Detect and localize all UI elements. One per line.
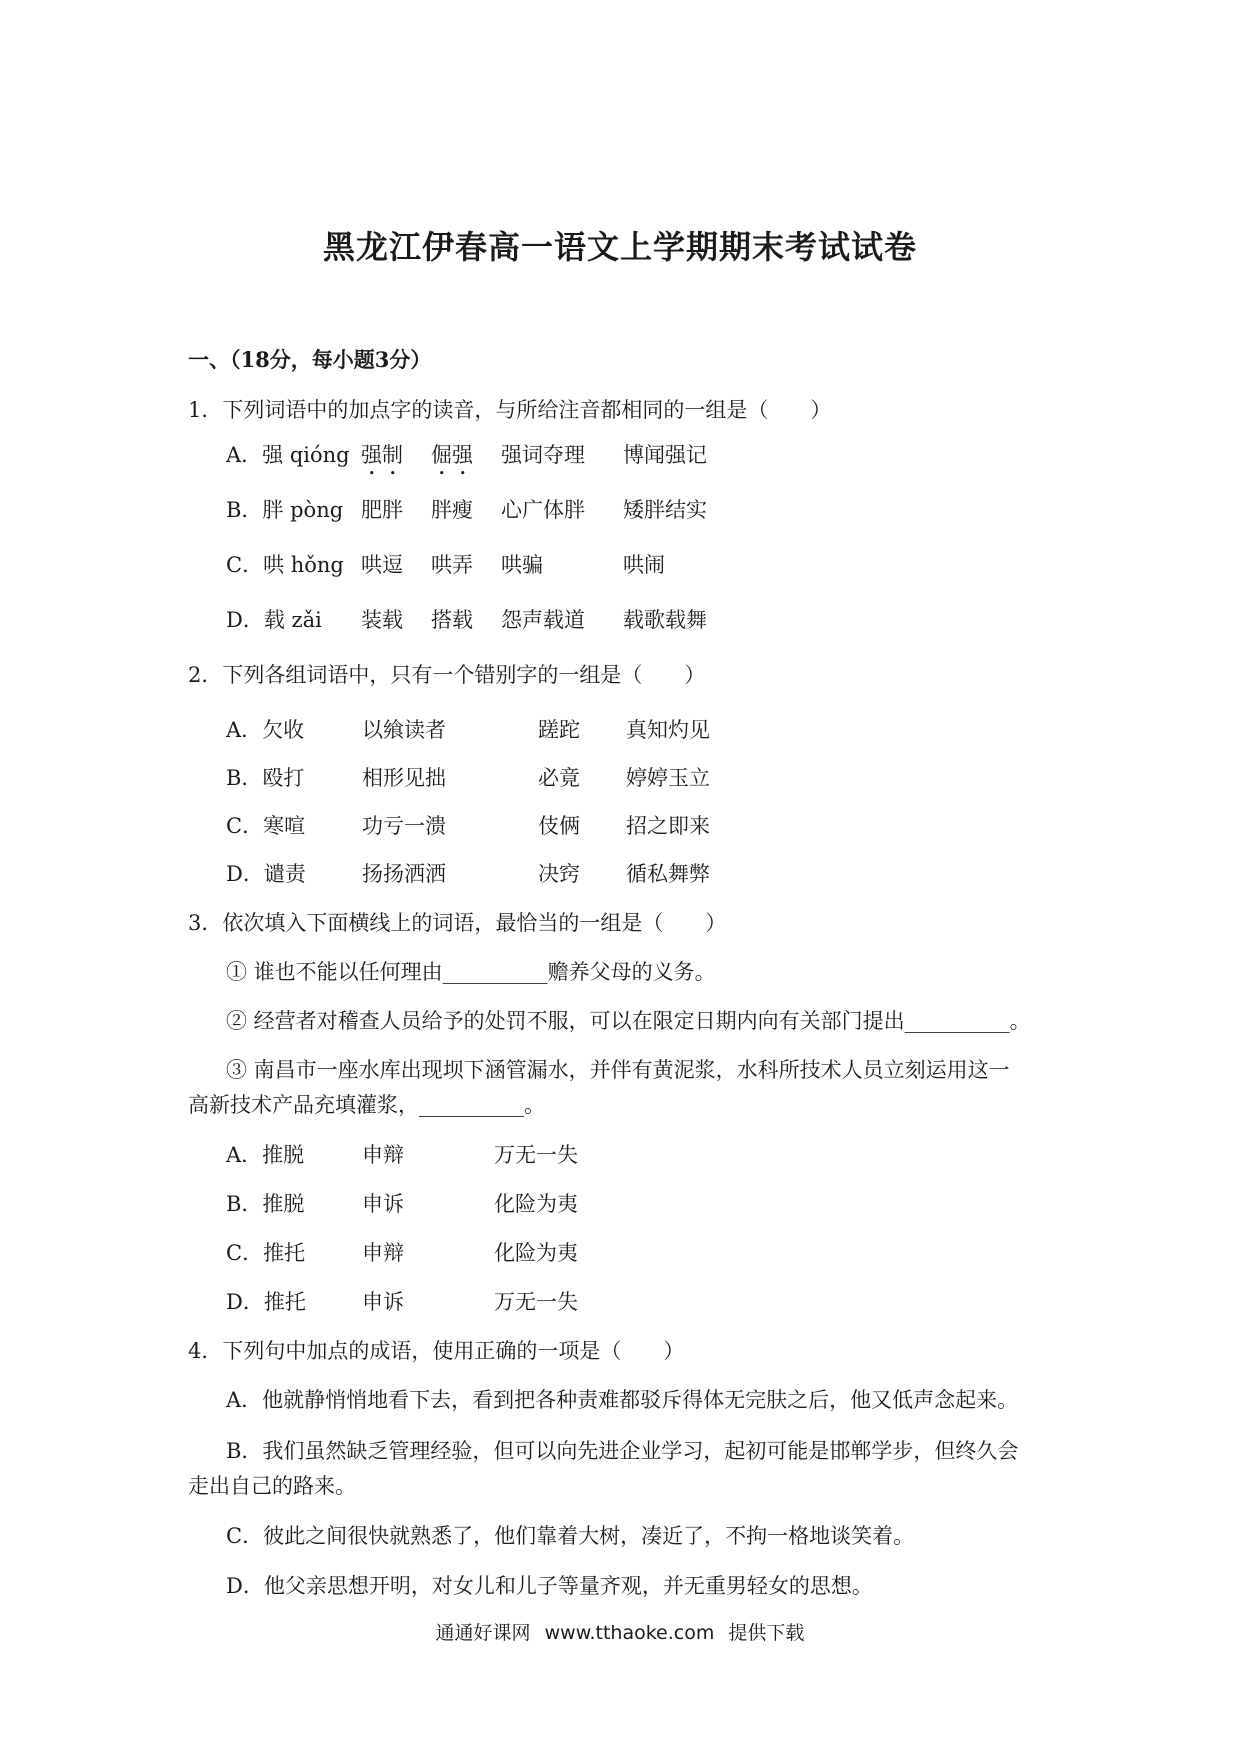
question-4-option-c: C．彼此之间很快就熟悉了，他们靠着大树，凑近了，不拘一格地谈笑着。 xyxy=(226,1524,915,1548)
option-word: 强制 xyxy=(361,443,403,467)
question-3-sentence-3-continued: 高新技术产品充填灌浆，__________。 xyxy=(188,1093,545,1117)
option-word: 哄弄 xyxy=(431,553,473,577)
option-label: B．殴打 xyxy=(226,766,305,790)
question-4-option-d: D．他父亲思想开明，对女儿和儿子等量齐观，并无重男轻女的思想。 xyxy=(226,1574,873,1598)
option-word: 申诉 xyxy=(362,1192,404,1216)
option-word: 哄骗 xyxy=(501,553,543,577)
option-word: 矮胖结实 xyxy=(623,498,707,522)
option-word: 怨声载道 xyxy=(501,608,585,632)
option-word: 申辩 xyxy=(362,1143,404,1167)
question-3-option-b xyxy=(226,1189,578,1219)
option-word: 真知灼见 xyxy=(626,718,710,742)
option-label: D．载 zǎi xyxy=(226,608,322,632)
option-word: 功亏一溃 xyxy=(362,814,446,838)
option-word: 载歌载舞 xyxy=(623,608,707,632)
option-word: 博闻强记 xyxy=(623,443,707,467)
option-word: 哄闹 xyxy=(623,553,665,577)
footer-site-name: 通通好课网 xyxy=(435,1622,531,1644)
option-label: D．谴责 xyxy=(226,862,306,886)
question-3-sentence-2: ② 经营者对稽查人员给予的处罚不服，可以在限定日期内向有关部门提出__________。 xyxy=(226,1009,1031,1033)
option-label: A．欠收 xyxy=(226,718,305,742)
page-footer xyxy=(0,1618,1240,1645)
option-label: B．推脱 xyxy=(226,1192,305,1216)
option-word: 扬扬洒洒 xyxy=(362,862,446,886)
question-3-sentence-1: ① 谁也不能以任何理由__________赡养父母的义务。 xyxy=(226,960,716,984)
footer-url: www.tthaoke.com xyxy=(544,1622,715,1644)
question-3-stem: 3．依次填入下面横线上的词语，最恰当的一组是（ ） xyxy=(188,911,727,935)
option-label: C．推托 xyxy=(226,1241,306,1265)
option-word: 伎俩 xyxy=(538,814,580,838)
question-3-option-d xyxy=(226,1287,578,1317)
question-2-stem: 2．下列各组词语中，只有一个错别字的一组是（ ） xyxy=(188,663,706,687)
question-4-stem: 4．下列句中加点的成语，使用正确的一项是（ ） xyxy=(188,1339,685,1363)
option-word: 万无一失 xyxy=(494,1143,578,1167)
page-title: 黑龙江伊春高一语文上学期期末考试试卷 xyxy=(322,228,917,266)
option-word: 决窍 xyxy=(538,862,580,886)
option-label: D．推托 xyxy=(226,1290,306,1314)
question-2-option-a xyxy=(226,715,710,745)
question-3-option-a xyxy=(226,1140,578,1170)
question-1-option-b xyxy=(226,495,707,525)
option-word: 循私舞弊 xyxy=(626,862,710,886)
question-4-option-b: B．我们虽然缺乏管理经验，但可以向先进企业学习，起初可能是邯郸学步，但终久会 xyxy=(226,1439,1019,1463)
option-label: C．寒喧 xyxy=(226,814,306,838)
question-2-option-c xyxy=(226,811,710,841)
option-word: 化险为夷 xyxy=(494,1192,578,1216)
option-word: 强词夺理 xyxy=(501,443,585,467)
option-word: 哄逗 xyxy=(361,553,403,577)
option-word: 肥胖 xyxy=(361,498,403,522)
question-1-stem: 1．下列词语中的加点字的读音，与所给注音都相同的一组是（ ） xyxy=(188,398,832,422)
question-2-option-d xyxy=(226,859,710,889)
option-word: 心广体胖 xyxy=(501,498,585,522)
question-4-option-a: A．他就静悄悄地看下去，看到把各种责难都驳斥得体无完肤之后，他又低声念起来。 xyxy=(226,1388,1019,1412)
option-word: 必竟 xyxy=(538,766,580,790)
option-label: A．推脱 xyxy=(226,1143,305,1167)
question-1-option-c xyxy=(226,550,665,580)
option-word: 申辩 xyxy=(362,1241,404,1265)
option-word: 搭载 xyxy=(431,608,473,632)
option-word: 蹉跎 xyxy=(538,718,580,742)
option-word: 倔强 xyxy=(431,443,473,467)
question-3-sentence-3: ③ 南昌市一座水库出现坝下涵管漏水，并伴有黄泥浆，水科所技术人员立刻运用这一 xyxy=(226,1058,1010,1082)
question-3-option-c xyxy=(226,1238,578,1268)
option-word: 化险为夷 xyxy=(494,1241,578,1265)
section-heading: 一、（18分，每小题3分） xyxy=(188,347,432,372)
option-word: 装载 xyxy=(361,608,403,632)
question-1-option-a xyxy=(226,440,707,480)
question-4-option-b-continued: 走出自己的路来。 xyxy=(188,1474,356,1498)
option-word: 以飨读者 xyxy=(362,718,446,742)
question-2-option-b xyxy=(226,763,710,793)
option-label: C．哄 hǒng xyxy=(226,553,344,577)
option-word: 相形见拙 xyxy=(362,766,446,790)
option-word: 招之即来 xyxy=(626,814,710,838)
option-word: 万无一失 xyxy=(494,1290,578,1314)
option-word: 胖瘦 xyxy=(431,498,473,522)
option-word: 婷婷玉立 xyxy=(626,766,710,790)
option-label: A．强 qióng xyxy=(226,443,350,467)
option-word: 申诉 xyxy=(362,1290,404,1314)
footer-suffix: 提供下载 xyxy=(728,1622,805,1644)
option-label: B．胖 pòng xyxy=(226,498,344,522)
question-1-option-d xyxy=(226,605,707,635)
